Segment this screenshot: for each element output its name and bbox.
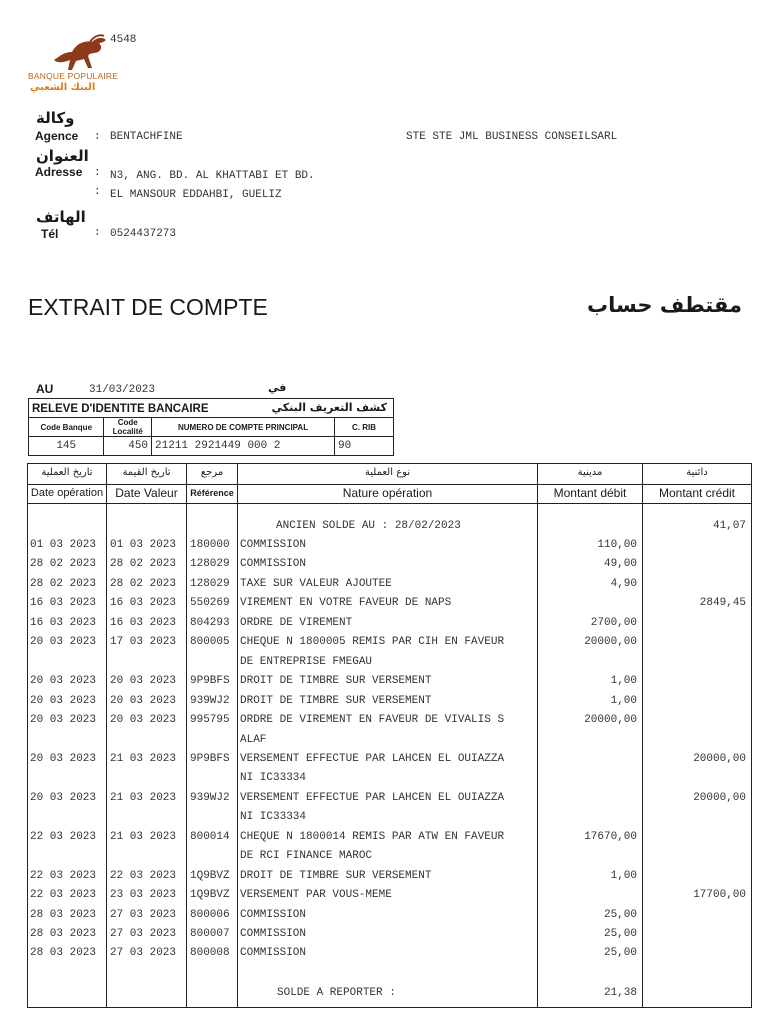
table-row — [0, 850, 768, 869]
table-row — [0, 714, 768, 733]
row-nature: COMMISSION — [240, 909, 307, 921]
banque-populaire-logo — [28, 30, 136, 100]
table-row — [0, 947, 768, 966]
table-row — [0, 909, 768, 928]
row-debit: 2700,00 — [590, 617, 637, 629]
row-nature: COMMISSION — [240, 947, 307, 959]
agence-label: Agence — [35, 129, 79, 143]
adresse-label: Adresse — [35, 165, 83, 179]
row-date-operation: 20 03 2023 — [30, 792, 97, 804]
row-nature: TAXE SUR VALEUR AJOUTEE — [240, 578, 392, 590]
rib-code-localite: 450 — [104, 437, 152, 456]
row-nature: CHEQUE N 1800005 REMIS PAR CIH EN FAVEUR — [240, 636, 505, 648]
row-reference: 804293 — [190, 617, 230, 629]
tel-label: Tél — [41, 227, 59, 241]
row-date-valeur: 27 03 2023 — [110, 928, 177, 940]
row-date-operation: 28 02 2023 — [30, 578, 97, 590]
row-nature: DROIT DE TIMBRE SUR VERSEMENT — [240, 695, 432, 707]
rib-col-numero: NUMERO DE COMPTE PRINCIPAL — [152, 418, 335, 437]
row-nature: NI IC33334 — [240, 772, 307, 784]
table-row — [0, 772, 768, 791]
row-date-operation: 22 03 2023 — [30, 889, 97, 901]
rib-crib: 90 — [335, 437, 394, 456]
row-date-valeur: 01 03 2023 — [110, 539, 177, 551]
row-date-valeur: 21 03 2023 — [110, 831, 177, 843]
agence-value: BENTACHFINE — [110, 131, 183, 143]
row-date-operation: 28 03 2023 — [30, 909, 97, 921]
row-nature: VERSEMENT EFFECTUE PAR LAHCEN EL OUIAZZA — [240, 753, 505, 765]
rib-col-code-localite: Code Localité — [104, 418, 152, 437]
row-date-valeur: 16 03 2023 — [110, 617, 177, 629]
header-nature-ar: نوع العملية — [364, 467, 411, 478]
row-nature: ALAF — [240, 734, 267, 746]
row-date-valeur: 21 03 2023 — [110, 753, 177, 765]
opening-balance-credit: 41,07 — [712, 520, 746, 532]
statement-date: 31/03/2023 — [89, 384, 156, 396]
row-date-valeur: 16 03 2023 — [110, 597, 177, 609]
row-debit: 25,00 — [603, 947, 637, 959]
tel-label-ar: الهاتف — [36, 208, 86, 226]
row-date-valeur: 20 03 2023 — [110, 675, 177, 687]
colon: : — [94, 186, 101, 198]
table-row — [0, 636, 768, 655]
row-nature: COMMISSION — [240, 558, 307, 570]
row-debit: 1,00 — [610, 870, 637, 882]
row-nature: ORDRE DE VIREMENT EN FAVEUR DE VIVALIS S — [240, 714, 505, 726]
header-ref-ar: مرجع — [200, 467, 224, 478]
row-debit: 25,00 — [603, 928, 637, 940]
row-date-operation: 22 03 2023 — [30, 870, 97, 882]
header-credit-ar: دائنية — [686, 467, 708, 478]
header-date-op: Date opération — [30, 487, 104, 499]
table-row — [0, 928, 768, 947]
row-credit: 2849,45 — [699, 597, 746, 609]
row-reference: 800005 — [190, 636, 230, 648]
row-nature: CHEQUE N 1800014 REMIS PAR ATW EN FAVEUR — [240, 831, 505, 843]
opening-balance-row — [0, 520, 768, 539]
row-nature: DROIT DE TIMBRE SUR VERSEMENT — [240, 870, 432, 882]
table-row — [0, 675, 768, 694]
row-date-operation: 28 03 2023 — [30, 947, 97, 959]
row-debit: 20000,00 — [584, 636, 637, 648]
row-date-operation: 22 03 2023 — [30, 831, 97, 843]
closing-balance-row — [0, 987, 768, 1006]
rib-col-code-banque: Code Banque — [29, 418, 104, 437]
row-nature: ORDRE DE VIREMENT — [240, 617, 353, 629]
row-nature: DROIT DE TIMBRE SUR VERSEMENT — [240, 675, 432, 687]
row-date-valeur: 23 03 2023 — [110, 889, 177, 901]
header-debit-ar: مدينية — [577, 467, 603, 478]
row-nature: VIREMENT EN VOTRE FAVEUR DE NAPS — [240, 597, 452, 609]
header-credit: Montant crédit — [658, 486, 736, 500]
row-nature: DE RCI FINANCE MAROC — [240, 850, 373, 862]
client-name: STE STE JML BUSINESS CONSEILSARL — [406, 131, 618, 143]
header-debit: Montant débit — [553, 486, 627, 500]
logo-text-fr: BANQUE POPULAIRE — [28, 71, 119, 81]
colon: : — [94, 227, 101, 239]
row-reference: 9P9BFS — [190, 675, 230, 687]
row-date-valeur: 20 03 2023 — [110, 695, 177, 707]
row-debit: 49,00 — [603, 558, 637, 570]
row-debit: 4,90 — [610, 578, 637, 590]
closing-balance-label: SOLDE A REPORTER : — [277, 987, 396, 999]
header-date-val-ar: تاريخ القيمة — [122, 467, 171, 478]
row-debit: 110,00 — [597, 539, 637, 551]
row-nature: DE ENTREPRISE FMEGAU — [240, 656, 373, 668]
row-date-operation: 28 03 2023 — [30, 928, 97, 940]
table-row — [0, 870, 768, 889]
row-reference: 180000 — [190, 539, 230, 551]
row-date-valeur: 17 03 2023 — [110, 636, 177, 648]
row-date-valeur: 21 03 2023 — [110, 792, 177, 804]
header-divider — [27, 503, 752, 504]
row-nature: COMMISSION — [240, 539, 307, 551]
row-reference: 800014 — [190, 831, 230, 843]
opening-balance-label: ANCIEN SOLDE AU : 28/02/2023 — [276, 520, 461, 532]
header-nature: Nature opération — [342, 486, 433, 500]
table-row — [0, 656, 768, 675]
header-date-val: Date Valeur — [115, 486, 178, 500]
rib-numero: 21211 2921449 000 2 — [152, 437, 335, 456]
row-date-operation: 20 03 2023 — [30, 636, 97, 648]
table-row — [0, 597, 768, 616]
rib-title-ar: كشف التعريف البنكي — [271, 401, 387, 414]
row-reference: 800006 — [190, 909, 230, 921]
adresse-label-ar: العنوان — [36, 147, 89, 165]
fi-label-ar: في — [268, 381, 287, 394]
page-title: EXTRAIT DE COMPTE — [28, 294, 268, 320]
row-date-valeur: 28 02 2023 — [110, 578, 177, 590]
row-date-valeur: 22 03 2023 — [110, 870, 177, 882]
table-row — [0, 811, 768, 830]
row-reference: 939WJ2 — [190, 695, 230, 707]
row-date-operation: 20 03 2023 — [30, 714, 97, 726]
au-label: AU — [36, 382, 54, 396]
row-reference: 128029 — [190, 578, 230, 590]
table-row — [0, 753, 768, 772]
table-row — [0, 578, 768, 597]
agence-label-ar: وكالة — [36, 109, 75, 127]
row-nature: COMMISSION — [240, 928, 307, 940]
row-debit: 25,00 — [603, 909, 637, 921]
tel-value: 0524437273 — [110, 228, 177, 240]
table-row — [0, 558, 768, 577]
row-date-operation: 16 03 2023 — [30, 617, 97, 629]
rib-col-crib: C. RIB — [335, 418, 394, 437]
row-reference: 128029 — [190, 558, 230, 570]
row-reference: 800008 — [190, 947, 230, 959]
rib-code-banque: 145 — [29, 437, 104, 456]
table-row — [0, 831, 768, 850]
row-date-valeur: 20 03 2023 — [110, 714, 177, 726]
row-debit: 20000,00 — [584, 714, 637, 726]
row-debit: 17670,00 — [584, 831, 637, 843]
header-ref: Référence — [190, 488, 234, 498]
adresse-line2: EL MANSOUR EDDAHBI, GUELIZ — [110, 189, 282, 201]
row-reference: 9P9BFS — [190, 753, 230, 765]
row-date-operation: 20 03 2023 — [30, 675, 97, 687]
row-nature: NI IC33334 — [240, 811, 307, 823]
row-reference: 1Q9BVZ — [190, 870, 230, 882]
row-date-valeur: 27 03 2023 — [110, 909, 177, 921]
row-debit: 1,00 — [610, 675, 637, 687]
colon: : — [94, 131, 101, 143]
horse-logo-icon — [46, 30, 136, 76]
page-title-ar: مقتطف حساب — [587, 293, 742, 317]
row-nature: VERSEMENT EFFECTUE PAR LAHCEN EL OUIAZZA — [240, 792, 505, 804]
rib-title: RELEVE D'IDENTITE BANCAIRE — [32, 403, 209, 415]
table-row — [0, 617, 768, 636]
row-credit: 17700,00 — [693, 889, 746, 901]
row-date-operation: 20 03 2023 — [30, 695, 97, 707]
row-nature: VERSEMENT PAR VOUS-MEME — [240, 889, 392, 901]
adresse-line1: N3, ANG. BD. AL KHATTABI ET BD. — [110, 170, 315, 182]
table-row — [0, 889, 768, 908]
row-reference: 995795 — [190, 714, 230, 726]
row-date-operation: 16 03 2023 — [30, 597, 97, 609]
row-credit: 20000,00 — [693, 753, 746, 765]
rib-table — [28, 398, 394, 456]
row-date-operation: 01 03 2023 — [30, 539, 97, 551]
row-date-valeur: 28 02 2023 — [110, 558, 177, 570]
row-reference: 939WJ2 — [190, 792, 230, 804]
row-reference: 1Q9BVZ — [190, 889, 230, 901]
table-row — [0, 695, 768, 714]
row-reference: 550269 — [190, 597, 230, 609]
row-reference: 800007 — [190, 928, 230, 940]
closing-balance-debit: 21,38 — [603, 987, 637, 999]
row-date-valeur: 27 03 2023 — [110, 947, 177, 959]
row-date-operation: 20 03 2023 — [30, 753, 97, 765]
table-row — [0, 792, 768, 811]
table-row — [0, 539, 768, 558]
header-date-op-ar: تاريخ العملية — [41, 467, 93, 478]
row-debit: 1,00 — [610, 695, 637, 707]
colon: : — [94, 167, 101, 179]
document-number: 4548 — [110, 34, 137, 46]
row-date-operation: 28 02 2023 — [30, 558, 97, 570]
header-divider — [27, 484, 752, 485]
logo-text-ar: البنك الشعبي — [30, 82, 96, 93]
table-row — [0, 734, 768, 753]
row-credit: 20000,00 — [693, 792, 746, 804]
